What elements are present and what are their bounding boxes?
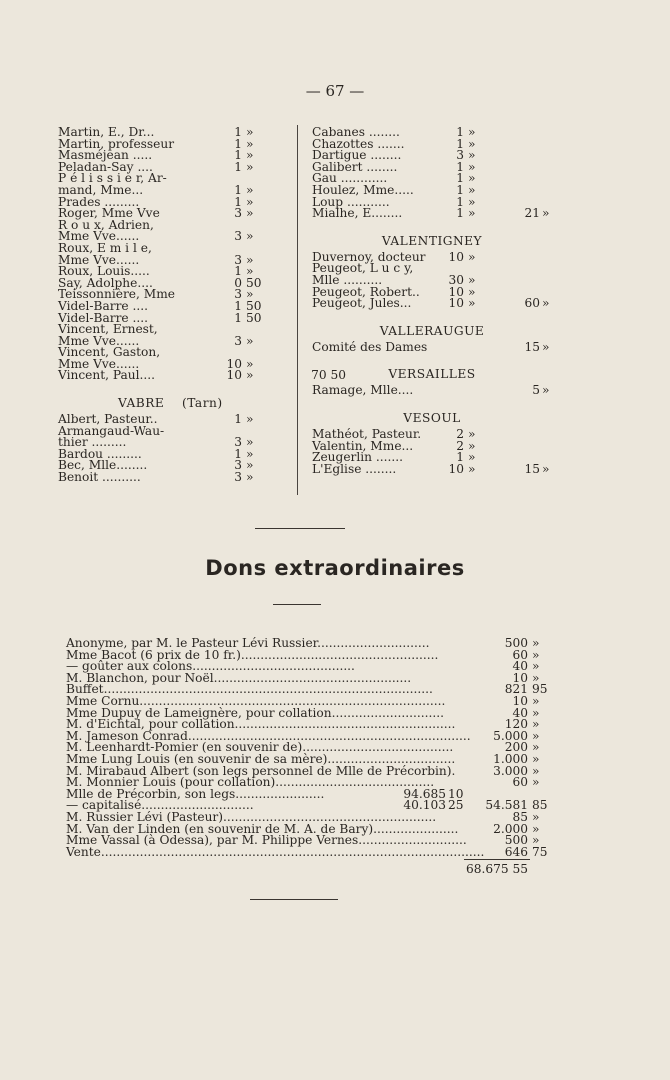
donation-amount: 821 bbox=[504, 682, 528, 697]
donor-name: Martin, professeur bbox=[58, 136, 175, 151]
donor-name: Duvernoy, docteur bbox=[312, 249, 426, 264]
donor-name: Bardou ......... bbox=[58, 446, 142, 461]
subtotal-value: 70 50 bbox=[311, 368, 346, 383]
donation-cents: » bbox=[532, 705, 540, 720]
donation-cents: » bbox=[532, 717, 540, 732]
donor-name: Loup ........... bbox=[312, 194, 390, 209]
amount-value: 3 bbox=[234, 458, 242, 473]
donation-description: M. Jameson Conrad......................................................................... bbox=[66, 728, 471, 743]
donation-amount: 10 bbox=[512, 670, 528, 685]
amount-cents: » bbox=[246, 446, 254, 461]
donation-sub-amount: 40.103 bbox=[403, 798, 446, 813]
amount-value: 1 bbox=[234, 446, 242, 461]
amount-cents: » bbox=[246, 206, 254, 221]
donor-name: Roger, Mme Vve bbox=[58, 206, 160, 221]
amount-cents: » bbox=[246, 470, 254, 485]
donation-sub-cents: 10 bbox=[448, 786, 464, 801]
amount-value: 1 bbox=[456, 159, 464, 174]
donation-amount: 10 bbox=[512, 693, 528, 708]
amount-value: 1 bbox=[234, 310, 242, 325]
amount-value: 1 bbox=[234, 125, 242, 139]
donor-name: Cabanes ........ bbox=[312, 125, 400, 139]
right-column bbox=[312, 127, 552, 475]
list-item bbox=[312, 208, 552, 220]
subtotal-value: 15 bbox=[524, 339, 540, 354]
amount-cents: » bbox=[246, 333, 254, 348]
donation-cents: » bbox=[532, 659, 540, 674]
donation-cents: » bbox=[532, 740, 540, 755]
donation-description: Mme Dupuy de Lameignère, pour collation............................. bbox=[66, 705, 444, 720]
donation-amount: 85 bbox=[512, 809, 528, 824]
donor-name: Roux, E m i l e, bbox=[58, 240, 152, 255]
donor-name: Dartigue ........ bbox=[312, 148, 402, 163]
amount-value: 10 bbox=[448, 296, 464, 311]
donation-amount: 500 bbox=[504, 636, 528, 650]
amount-cents: » bbox=[468, 159, 476, 174]
donor-name: Gau ............ bbox=[312, 171, 388, 186]
donation-description: M. Leenhardt-Pomier (en souvenir de)....................................... bbox=[66, 740, 454, 755]
donation-amount: 2.000 bbox=[493, 821, 528, 836]
amount-value: 3 bbox=[234, 333, 242, 348]
donor-name: R o u x, Adrien, bbox=[58, 217, 154, 232]
list-item bbox=[312, 385, 552, 397]
amount-cents: » bbox=[246, 412, 254, 427]
amount-cents: » bbox=[246, 125, 254, 139]
donation-sub-cents: 25 bbox=[448, 798, 464, 813]
amount-value: 0 bbox=[234, 275, 242, 290]
donation-cents: 95 bbox=[532, 682, 548, 697]
column-divider bbox=[297, 125, 298, 495]
amount-cents: » bbox=[246, 148, 254, 163]
donation-description: Mme Cornu............................................................................... bbox=[66, 693, 446, 708]
donation-description: Mme Vassal (à Odessa), par M. Philippe Vernes............................ bbox=[66, 833, 467, 848]
donor-name: Teissonnière, Mme bbox=[58, 287, 175, 302]
donor-name: Armangaud-Wau- bbox=[58, 423, 165, 438]
donation-amount: 60 bbox=[512, 775, 528, 790]
amount-value: 10 bbox=[226, 356, 242, 371]
amount-value: 10 bbox=[226, 368, 242, 383]
dons-list bbox=[66, 638, 546, 858]
amount-value: 1 bbox=[456, 171, 464, 186]
amount-value: 3 bbox=[456, 148, 464, 163]
page-number: — 67 — bbox=[305, 82, 365, 100]
amount-cents: 50 bbox=[246, 298, 262, 313]
amount-value: 1 bbox=[456, 136, 464, 151]
donor-name: Mathéot, Pasteur. bbox=[312, 426, 422, 441]
donation-description: Mlle de Précorbin, son legs....................... bbox=[66, 786, 325, 801]
donation-sub-amount: 94.685 bbox=[403, 786, 446, 801]
donor-name: Peugeot, L u c y, bbox=[312, 261, 414, 276]
amount-value: 3 bbox=[234, 435, 242, 450]
amount-cents: » bbox=[246, 356, 254, 371]
subtotal-cents: » bbox=[542, 339, 550, 354]
amount-value: 10 bbox=[448, 461, 464, 476]
donation-description: — goûter aux colons.......................................... bbox=[66, 659, 355, 674]
donor-name: Mme Vve...... bbox=[58, 229, 140, 244]
subtotal-value: 5 bbox=[532, 383, 540, 398]
amount-value: 2 bbox=[456, 438, 464, 453]
section-heading-vabre bbox=[58, 392, 294, 414]
donor-name: Mme Vve...... bbox=[58, 252, 140, 267]
subtotal-value: 60 bbox=[524, 296, 540, 311]
left-column bbox=[58, 125, 346, 485]
amount-value: 1 bbox=[234, 412, 242, 427]
donor-name: Benoit .......... bbox=[58, 470, 141, 485]
amount-value: 1 bbox=[234, 182, 242, 197]
donor-name: Videl-Barre .... bbox=[58, 298, 148, 313]
subtotal-value: 21 bbox=[524, 206, 540, 221]
amount-cents: » bbox=[468, 426, 476, 441]
bottom-rule bbox=[250, 899, 338, 900]
amount-cents: » bbox=[468, 284, 476, 299]
amount-value: 1 bbox=[456, 182, 464, 197]
list-item bbox=[58, 472, 294, 484]
donor-name: Peugeot, Jules... bbox=[312, 296, 412, 311]
amount-cents: » bbox=[468, 206, 476, 221]
amount-cents: » bbox=[246, 458, 254, 473]
donor-name: Peugeot, Robert.. bbox=[312, 284, 420, 299]
amount-value: 3 bbox=[234, 252, 242, 267]
amount-value: 1 bbox=[234, 264, 242, 279]
donation-description: — capitalisé............................. bbox=[66, 798, 254, 813]
donor-name: thier ......... bbox=[58, 435, 127, 450]
donor-name: Masméjean ..... bbox=[58, 148, 153, 163]
donor-name: Prades ......... bbox=[58, 194, 140, 209]
donation-cents: 75 bbox=[532, 844, 548, 859]
amount-value: 1 bbox=[456, 206, 464, 221]
donation-description: M. Monnier Louis (pour collation)......................................... bbox=[66, 775, 435, 790]
list-item bbox=[312, 461, 552, 476]
total-rule bbox=[464, 859, 530, 860]
donor-name: Bec, Mlle........ bbox=[58, 458, 148, 473]
donation-amount: 3.000 bbox=[493, 763, 528, 778]
donation-row bbox=[66, 844, 548, 859]
donation-description: M. Blanchon, pour Noël................................................... bbox=[66, 670, 412, 685]
amount-cents: » bbox=[246, 194, 254, 209]
amount-cents: » bbox=[246, 264, 254, 279]
amount-cents: » bbox=[468, 148, 476, 163]
section-heading-valentigney: VALENTIGNEY bbox=[381, 233, 483, 248]
amount-value: 1 bbox=[234, 194, 242, 209]
donor-name: Houlez, Mme..... bbox=[312, 182, 414, 197]
amount-cents: » bbox=[468, 171, 476, 186]
subtotal-cents: » bbox=[542, 206, 550, 221]
amount-cents: » bbox=[468, 450, 476, 465]
amount-cents: » bbox=[468, 296, 476, 311]
title-underline bbox=[273, 604, 321, 605]
amount-value: 1 bbox=[234, 136, 242, 151]
amount-cents: » bbox=[468, 249, 476, 264]
amount-cents: 50 bbox=[246, 310, 262, 325]
donation-description: M. d'Eichtal, pour collation......................................................... bbox=[66, 717, 456, 732]
amount-value: 10 bbox=[448, 284, 464, 299]
section-heading-vesoul: VESOUL bbox=[403, 410, 461, 425]
donation-description: M. Russier Lévi (Pasteur)....................................................... bbox=[66, 809, 437, 824]
amount-value: 2 bbox=[456, 426, 464, 441]
donation-cents: » bbox=[532, 763, 540, 778]
donation-cents: » bbox=[532, 636, 540, 650]
donor-name: Vincent, Paul.... bbox=[58, 368, 156, 383]
donation-amount: 500 bbox=[504, 833, 528, 848]
amount-cents: » bbox=[246, 182, 254, 197]
subtotal-value: 15 bbox=[524, 461, 540, 476]
amount-cents: » bbox=[468, 461, 476, 476]
amount-cents: » bbox=[246, 435, 254, 450]
separator-rule bbox=[255, 528, 345, 529]
donation-amount: 1.000 bbox=[493, 751, 528, 766]
list-item bbox=[58, 368, 346, 383]
amount-value: 1 bbox=[234, 148, 242, 163]
donation-cents: » bbox=[532, 647, 540, 662]
subtotal-cents: » bbox=[542, 461, 550, 476]
donation-amount: 120 bbox=[504, 717, 528, 732]
amount-cents: » bbox=[246, 368, 254, 383]
donation-amount: 40 bbox=[512, 659, 528, 674]
donor-name: Vincent, Ernest, bbox=[58, 322, 158, 337]
amount-cents: » bbox=[468, 194, 476, 209]
amount-value: 1 bbox=[456, 125, 464, 139]
subtotal-cents: » bbox=[542, 383, 550, 398]
donation-cents: » bbox=[532, 821, 540, 836]
amount-cents: » bbox=[468, 272, 476, 287]
amount-value: 3 bbox=[234, 287, 242, 302]
donation-amount: 5.000 bbox=[493, 728, 528, 743]
amount-value: 1 bbox=[234, 298, 242, 313]
amount-cents: » bbox=[246, 159, 254, 174]
donor-name: Mme Vve...... bbox=[58, 356, 140, 371]
donation-cents: » bbox=[532, 693, 540, 708]
donation-cents: » bbox=[532, 833, 540, 848]
amount-value: 3 bbox=[234, 206, 242, 221]
donor-name: Valentin, Mme... bbox=[312, 438, 414, 453]
amount-value: 30 bbox=[448, 272, 464, 287]
donor-name: Mlle .......... bbox=[312, 272, 383, 287]
donation-description: Mme Lung Louis (en souvenir de sa mère)................................. bbox=[66, 751, 456, 766]
donor-name: Mme Vve...... bbox=[58, 333, 140, 348]
donor-name: Galibert ........ bbox=[312, 159, 398, 174]
donor-name: P é l i s s i e r, Ar- bbox=[58, 171, 167, 186]
donor-name: Chazottes ....... bbox=[312, 136, 405, 151]
list-item bbox=[312, 339, 552, 354]
vabre-extra: (Tarn) bbox=[182, 396, 223, 411]
donation-description: Vente................................................................................................... bbox=[66, 844, 485, 859]
donor-name: L'Eglise ........ bbox=[312, 461, 397, 476]
amount-cents: » bbox=[468, 125, 476, 139]
donation-description: Buffet..................................................................................... bbox=[66, 682, 433, 697]
donor-name: Roux, Louis..... bbox=[58, 264, 150, 279]
amount-cents: 50 bbox=[246, 275, 262, 290]
amount-value: 3 bbox=[234, 229, 242, 244]
donation-cents: » bbox=[532, 775, 540, 790]
donation-description: M. Van der Linden (en souvenir de M. A. de Bary)...................... bbox=[66, 821, 459, 836]
donation-description: Anonyme, par M. le Pasteur Lévi Russier............................. bbox=[66, 636, 430, 650]
amount-cents: » bbox=[246, 287, 254, 302]
donation-amount: 54.581 bbox=[485, 798, 528, 813]
grand-total: 68.675 55 bbox=[465, 862, 528, 876]
donation-cents: 85 bbox=[532, 798, 548, 813]
donor-name: Peladan-Say .... bbox=[58, 159, 153, 174]
donor-name: Ramage, Mlle.... bbox=[312, 383, 414, 398]
donor-name: Vincent, Gaston, bbox=[58, 345, 161, 360]
donation-amount: 200 bbox=[504, 740, 528, 755]
section-heading-valleraugue: VALLERAUGUE bbox=[379, 323, 485, 338]
amount-cents: » bbox=[246, 229, 254, 244]
donor-name: Zeugerlin ....... bbox=[312, 450, 404, 465]
subtotal-cents: » bbox=[542, 296, 550, 311]
donation-cents: » bbox=[532, 728, 540, 743]
donor-name: Martin, E., Dr... bbox=[58, 125, 155, 139]
amount-value: 1 bbox=[456, 450, 464, 465]
donor-name: Say, Adolphe.... bbox=[58, 275, 153, 290]
amount-cents: » bbox=[468, 136, 476, 151]
section-heading-versailles: VERSAILLES bbox=[388, 367, 476, 382]
vabre-heading: VABRE bbox=[118, 396, 165, 411]
donation-cents: » bbox=[532, 670, 540, 685]
donation-cents: » bbox=[532, 809, 540, 824]
amount-value: 1 bbox=[234, 159, 242, 174]
donor-name: Comité des Dames bbox=[312, 339, 428, 354]
donor-name: Videl-Barre .... bbox=[58, 310, 148, 325]
amount-cents: » bbox=[246, 252, 254, 267]
donation-cents: » bbox=[532, 751, 540, 766]
amount-cents: » bbox=[246, 136, 254, 151]
donor-name: Mialhe, E........ bbox=[312, 206, 403, 221]
amount-value: 1 bbox=[456, 194, 464, 209]
donor-name: Albert, Pasteur.. bbox=[58, 412, 158, 427]
list-item bbox=[312, 298, 552, 310]
amount-cents: » bbox=[468, 182, 476, 197]
donation-amount: 60 bbox=[512, 647, 528, 662]
donation-description: Mme Bacot (6 prix de 10 fr.)................................................... bbox=[66, 647, 439, 662]
amount-value: 3 bbox=[234, 470, 242, 485]
donation-description: M. Mirabaud Albert (son legs personnel de Mlle de Précorbin). bbox=[66, 763, 456, 778]
amount-cents: » bbox=[468, 438, 476, 453]
amount-value: 10 bbox=[448, 249, 464, 264]
donation-amount: 646 bbox=[504, 844, 528, 859]
section-title: Dons extraordinaires bbox=[205, 556, 465, 580]
donation-amount: 40 bbox=[512, 705, 528, 720]
donor-name: mand, Mme... bbox=[58, 182, 144, 197]
